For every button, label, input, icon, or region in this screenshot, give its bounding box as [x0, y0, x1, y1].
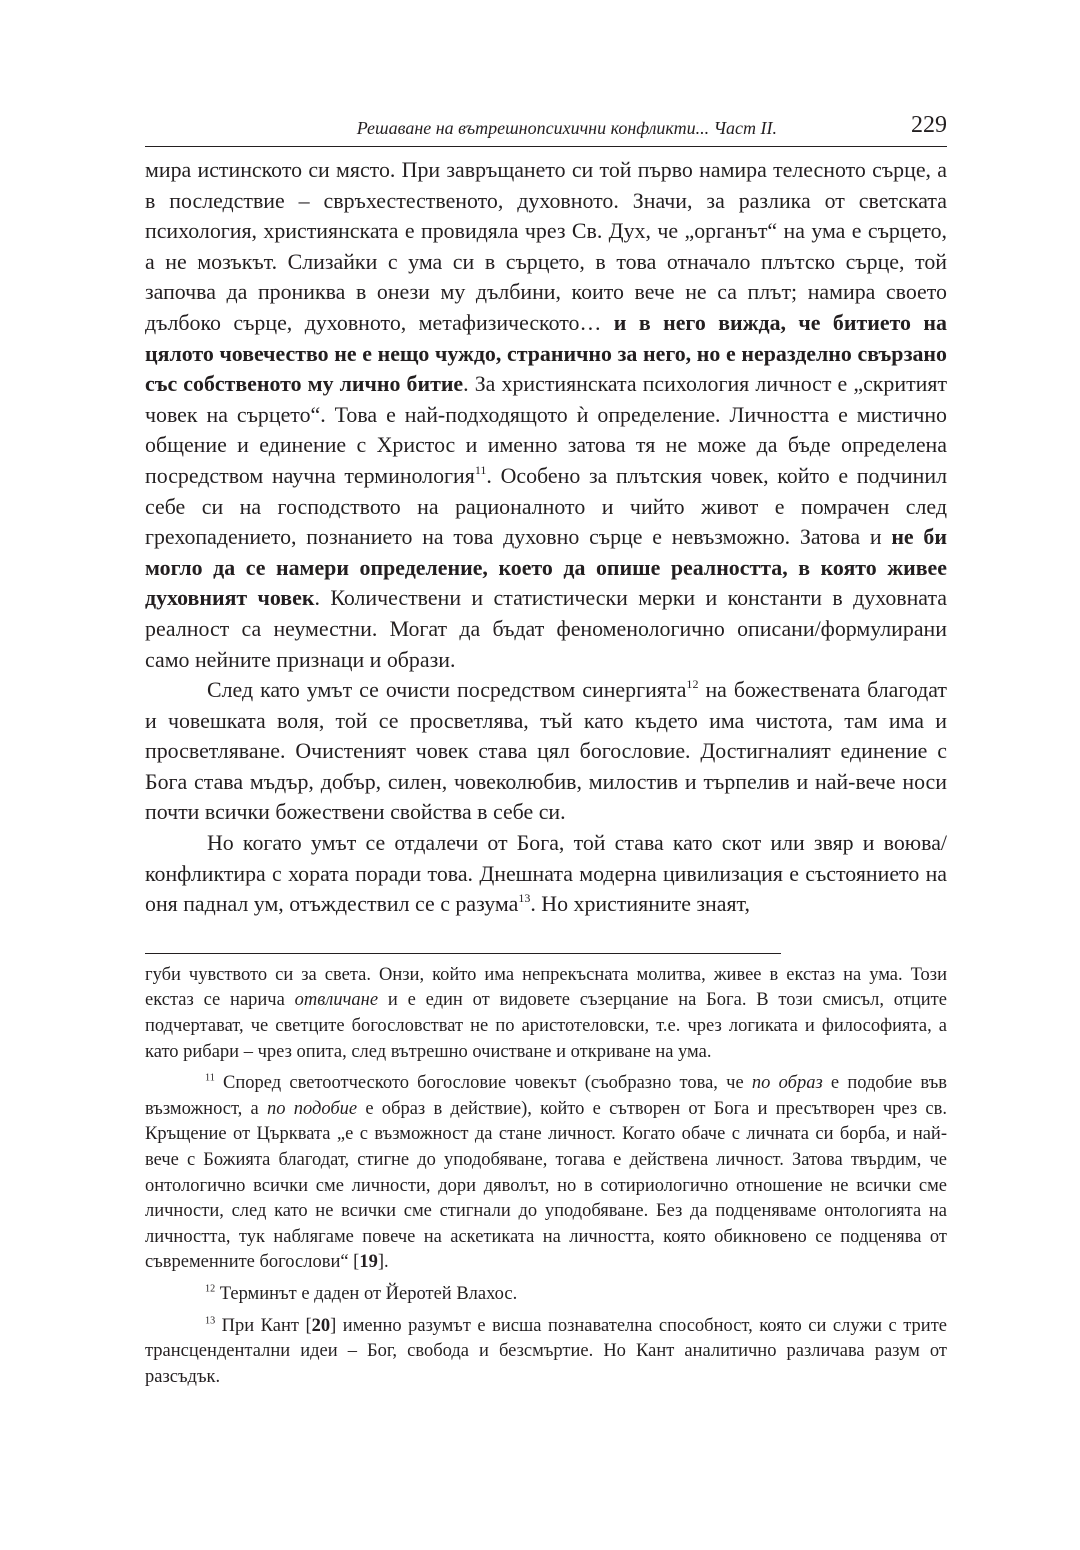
text-run: мира истинското си място. При завръщането си той първо намира телесното сърце, а в последствие – свръхестественото, духовното. Значи, за разлика от светската психология, християнската е провидяла чрез Св. Дух, че „органът“ на ума е сърцето, а не мозъкът. Слизайки с ума си в сърцето, в това отначало плътско сърце, той започва да прониква в онези му дълбини, които вече не са плът; намира своето дълбоко сърце, духовното, метафизическото…: [145, 157, 947, 335]
footnote-11: [145, 1071, 947, 1276]
italic-text: по образ: [751, 1073, 823, 1094]
footnote-ref-12: 12: [686, 677, 699, 692]
book-page: [145, 112, 947, 1390]
paragraph: [145, 828, 947, 920]
footnote-12: [145, 1282, 947, 1308]
italic-text: по подобие: [266, 1098, 358, 1119]
running-title: Решаване на вътрешнопсихични конфликти... Част II.: [356, 118, 777, 138]
footnote-divider: [145, 953, 781, 954]
text-run: . За християнската психология личност е „скритият човек на сърцето“. Това е най-подходящото ѝ определение. Личността е мистично общение и единение с Христос и именно затова тя не може да бъде определена посредством научна терминология: [145, 371, 948, 488]
main-text: [145, 155, 947, 920]
bold-text: и в него вижда, че битието на цялото човечество не е нещо чуждо, странично за него, но е неразделно свързано със собственото му лично битие: [145, 309, 947, 397]
text-run: . Но християните знаят,: [530, 891, 750, 917]
text-run: и е един от видовете съзерцание на Бога. В този смисъл, отците подчертават, че светците богословстват не по аристотеловски, т.е. чрез логиката и философията, а като рибари – чрез опита, след вътрешно очистване и откриване на ума.: [145, 990, 947, 1062]
text-run: Терминът е даден от Йеротей Влахос.: [215, 1283, 518, 1304]
text-run: губи чувството си за света. Онзи, който има непрекъсната молитва, живее в екстаз на ума. Този екстаз се нарича: [145, 964, 947, 1011]
footnote-continuation: [145, 963, 947, 1065]
paragraph: [145, 675, 947, 828]
text-run: ] именно разумът е висша познавателна способност, която си служи с трите трансцендентални идеи – Бог, свобода и безсмъртие. Но Кант аналитично различава разум от разсъдък.: [145, 1315, 947, 1387]
footnote-number: 12: [205, 1283, 216, 1295]
citation-ref: 19: [359, 1252, 378, 1273]
text-run: на божествената благодат и човешката воля, той се просветлява, тъй като където има чистота, там има и просветляване. Очистеният човек става цял богословие. Достигналият единение с Бога става мъдър, добър, силен, човеколюбив, милостив и търпелив и най-вече носи почти всички божествени свойства в себе си.: [145, 677, 947, 825]
footnote-number: 13: [205, 1314, 216, 1326]
text-run: След като умът се очисти посредством синергията: [207, 677, 687, 703]
paragraph: [145, 155, 947, 675]
text-run: е образ в действие), който е сътворен от Бога и пресътворен чрез св. Кръщение от Църквата „е с възможност да стане личност. Когато обаче с личната си борба, и най-вече с Божията благодат, стигне до уподобяване, тогава е действена личност. Затова твърдим, че онтологично всички сме личности, дори дяволът, но в сотириологично отношение не всички сме личности, след като не всички сме стигнали до уподобяване. Без да подценяваме онтологията на личността, тук наблягаме повече на аскетиката на личността, която обикновено се подценява от съвременните богослови“ [: [145, 1098, 947, 1273]
citation-ref: 20: [311, 1315, 331, 1336]
bold-text: не би могло да се намери определение, което да опише реалността, в която живее духовният човек: [145, 524, 947, 611]
text-run: е подобие във възможност, а: [145, 1073, 947, 1119]
running-header: [145, 112, 947, 147]
footnotes: [145, 963, 947, 1391]
page-number: 229: [911, 112, 947, 138]
text-run: ].: [377, 1252, 389, 1273]
text-run: Но когато умът се отдалечи от Бога, той става като скот или звяр и воюва/конфликтира с хората поради това. Днешната модерна цивилизация е състоянието на оня паднал ум, отъждествил се с разума: [145, 830, 947, 917]
text-run: . Количествени и статистически мерки и константи в духовната реалност са неуместни. Могат да бъдат феноменологично описани/формулирани само нейните признаци и образи.: [145, 585, 948, 672]
footnote-13: [145, 1314, 947, 1391]
text-run: При Кант [: [215, 1315, 312, 1336]
footnote-number: 11: [205, 1072, 215, 1084]
text-run: Според светоотческото богословие човекът (съобразно това, че: [214, 1073, 752, 1094]
footnote-ref-11: 11: [474, 462, 487, 477]
text-run: . Особено за плътския човек, който е подчинил себе си на господството на рационалното и чийто живот е помрачен след грехопадението, познанието на това духовно сърце е невъзможно. Затова и: [145, 462, 948, 550]
footnote-ref-13: 13: [518, 891, 531, 906]
italic-text: отвличане: [294, 990, 379, 1011]
